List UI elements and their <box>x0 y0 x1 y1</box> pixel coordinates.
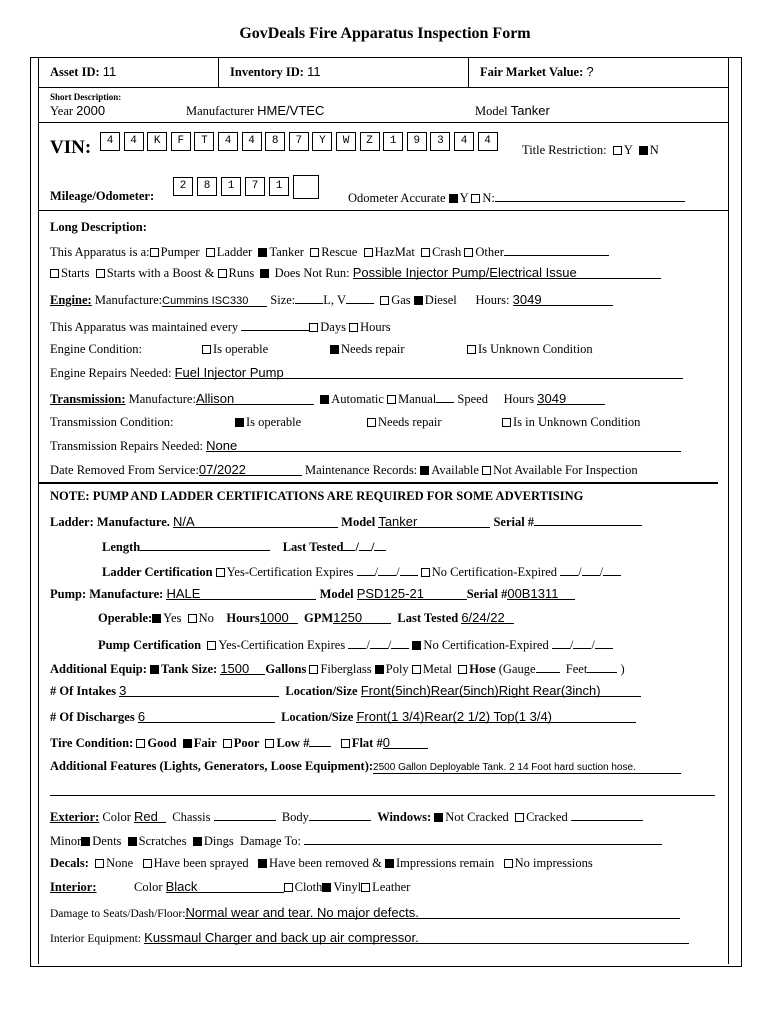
scratches-checkbox[interactable] <box>128 837 137 846</box>
vin-char-box[interactable]: Z <box>360 132 380 151</box>
mileage-label: Mileage/Odometer: <box>50 189 155 203</box>
interior-equipment[interactable]: Kussmaul Charger and back up air compressor. <box>144 931 689 944</box>
decals-none-checkbox[interactable] <box>95 859 104 868</box>
pump-gpm[interactable]: 1250 <box>333 611 391 624</box>
engine-operable: Is operable <box>202 342 268 356</box>
vin-char-box[interactable]: T <box>194 132 214 151</box>
tire-flat-checkbox[interactable] <box>341 739 350 748</box>
transmission-operable: Is operable <box>235 415 301 429</box>
mileage-digit-box[interactable]: 1 <box>221 177 241 196</box>
ladder-model[interactable]: Tanker <box>378 515 490 528</box>
odometer-y-checkbox[interactable] <box>449 194 458 203</box>
pumper-checkbox[interactable] <box>150 248 159 257</box>
pump-operable-no-checkbox[interactable] <box>188 614 197 623</box>
row-divider <box>38 122 728 123</box>
additional-features-row: Additional Features (Lights, Generators, Loose Equipment):2500 Gallon Deployable Tank. 2 14 Foot hard suction hose. <box>50 759 681 774</box>
fiberglass-checkbox[interactable] <box>309 665 318 674</box>
frame-inner-left <box>38 57 39 964</box>
vin-char-box[interactable]: 8 <box>265 132 285 151</box>
engine-unknown-checkbox[interactable] <box>467 345 476 354</box>
transmission-manufacture[interactable]: Allison <box>196 392 314 405</box>
vin-char-box[interactable]: W <box>336 132 356 151</box>
tire-low-checkbox[interactable] <box>265 739 274 748</box>
apparatus-type-row: This Apparatus is a: Pumper Ladder Tanker Rescue HazMat Crash Other <box>50 243 609 259</box>
pump-cert-yes-checkbox[interactable] <box>207 641 216 650</box>
date-removed[interactable]: 07/2022 <box>199 463 302 476</box>
tank-checkbox[interactable] <box>150 665 159 674</box>
engine-repairs-needed[interactable]: Fuel Injector Pump <box>175 366 683 379</box>
poly-checkbox[interactable] <box>375 665 384 674</box>
vinyl-checkbox[interactable] <box>322 883 331 892</box>
vin-char-box[interactable]: 7 <box>289 132 309 151</box>
leather-checkbox[interactable] <box>361 883 370 892</box>
fair-market-value: Fair Market Value: ? <box>480 64 594 79</box>
mileage-digit-box[interactable]: 7 <box>245 177 265 196</box>
odometer-n-checkbox[interactable] <box>471 194 480 203</box>
title-restriction-y-checkbox[interactable] <box>613 146 622 155</box>
hazmat-checkbox[interactable] <box>364 248 373 257</box>
intakes-row: # Of Intakes 3 Location/Size Front(5inch)Rear(5inch)Right Rear(3inch) <box>50 684 641 698</box>
tire-condition-row: Tire Condition: Good Fair Poor Low # Flat #0 <box>50 734 428 750</box>
interior-row: Interior: Color Black Cloth Vinyl Leather <box>50 879 411 894</box>
pump-operable-yes-checkbox[interactable] <box>152 614 161 623</box>
odometer-accurate: Odometer Accurate Y N: <box>348 189 685 205</box>
impressions-remain-checkbox[interactable] <box>385 859 394 868</box>
transmission-hours[interactable]: 3049 <box>537 392 605 405</box>
decals-sprayed-checkbox[interactable] <box>143 859 152 868</box>
transmission-operable-checkbox[interactable] <box>235 418 244 427</box>
hours-checkbox[interactable] <box>349 323 358 332</box>
frame-inner-right <box>728 57 729 964</box>
ladder-checkbox[interactable] <box>206 248 215 257</box>
tank-size[interactable]: 1500 <box>220 662 265 675</box>
discharges-count[interactable]: 6 <box>138 710 275 723</box>
automatic-checkbox[interactable] <box>320 395 329 404</box>
interior-damage-row: Damage to Seats/Dash/Floor:Normal wear and tear. No major defects. <box>50 906 680 921</box>
model-field: Model Tanker <box>475 103 550 118</box>
ladder-manufacture[interactable]: N/A <box>173 515 338 528</box>
intakes-location[interactable]: Front(5inch)Rear(5inch)Right Rear(3inch) <box>361 684 641 697</box>
short-description-label: Short Description: <box>50 92 122 102</box>
asset-id: Asset ID: 11 <box>50 64 117 79</box>
not-run-checkbox[interactable] <box>260 269 269 278</box>
runs-checkbox[interactable] <box>218 269 227 278</box>
date-removed-row: Date Removed From Service:07/2022 Maintenance Records: Available Not Available For Inspection <box>50 462 638 477</box>
tanker-checkbox[interactable] <box>258 248 267 257</box>
col-divider <box>218 57 219 87</box>
records-not-available-checkbox[interactable] <box>482 466 491 475</box>
pump-cert-row: Pump Certification Yes-Certification Expires / / No Certification-Expired / / <box>98 636 613 652</box>
vin-char-box[interactable]: 4 <box>124 132 144 151</box>
other-checkbox[interactable] <box>464 248 473 257</box>
discharges-location[interactable]: Front(1 3/4)Rear(2 1/2) Top(1 3/4) <box>356 710 636 723</box>
long-description-label: Long Description: <box>50 220 147 234</box>
pump-row: Pump: Manufacture: HALE Model PSD125-21 Serial #00B1311 <box>50 587 575 601</box>
ladder-cert-no-checkbox[interactable] <box>421 568 430 577</box>
not-cracked-checkbox[interactable] <box>434 813 443 822</box>
mileage-digit-box[interactable]: 1 <box>269 177 289 196</box>
additional-equip-row: Additional Equip: Tank Size: 1500 Gallons Fiberglass Poly Metal Hose (Gauge Feet ) <box>50 661 625 676</box>
ladder-cert-yes-checkbox[interactable] <box>216 568 225 577</box>
dents-checkbox[interactable] <box>81 837 90 846</box>
ladder-length-row: Length Last Tested / / <box>102 538 386 554</box>
starts-checkbox[interactable] <box>50 269 59 278</box>
title-restriction: Title Restriction: Y N <box>522 143 659 157</box>
vin-char-box[interactable]: 1 <box>383 132 403 151</box>
tire-fair-checkbox[interactable] <box>183 739 192 748</box>
exterior-row: Exterior: Color Red Chassis Body Windows: Not Cracked Cracked <box>50 808 643 824</box>
cracked-checkbox[interactable] <box>515 813 524 822</box>
tire-flat-count[interactable]: 0 <box>383 736 428 749</box>
days-checkbox[interactable] <box>309 323 318 332</box>
mileage-digit-box[interactable] <box>293 175 319 199</box>
certification-note: NOTE: PUMP AND LADDER CERTIFICATIONS ARE REQUIRED FOR SOME ADVERTISING <box>50 489 584 503</box>
additional-features[interactable]: 2500 Gallon Deployable Tank. 2 14 Foot hard suction hose. <box>373 761 681 774</box>
title-restriction-n-checkbox[interactable] <box>639 146 648 155</box>
engine-unknown: Is Unknown Condition <box>467 342 593 356</box>
transmission-unknown: Is in Unknown Condition <box>502 415 640 429</box>
engine-needs-repair-checkbox[interactable] <box>330 345 339 354</box>
blank-line <box>50 795 715 796</box>
interior-color[interactable]: Black <box>166 880 284 893</box>
engine-condition-label: Engine Condition: <box>50 342 143 356</box>
vin-char-box[interactable]: 4 <box>242 132 262 151</box>
intakes-count[interactable]: 3 <box>119 684 279 697</box>
pump-last-tested[interactable]: 6/24/22 <box>461 611 514 624</box>
transmission-condition-label: Transmission Condition: <box>50 415 174 429</box>
vin-char-box[interactable]: 4 <box>478 132 498 151</box>
year-field: Year 2000 <box>50 103 106 118</box>
manual-checkbox[interactable] <box>387 395 396 404</box>
vin-char-box[interactable]: 9 <box>407 132 427 151</box>
interior-equipment-row: Interior Equipment: Kussmaul Charger and back up air compressor. <box>50 931 689 946</box>
manufacturer-field: Manufacturer HME/VTEC <box>186 103 325 118</box>
vin-char-box[interactable]: 4 <box>218 132 238 151</box>
transmission-unknown-checkbox[interactable] <box>502 418 511 427</box>
transmission-needs-repair: Needs repair <box>367 415 442 429</box>
engine-manufacture[interactable]: Cummins ISC330 <box>162 294 267 307</box>
inventory-id: Inventory ID: 11 <box>230 64 321 79</box>
row-divider <box>38 210 728 211</box>
vin-char-box[interactable]: K <box>147 132 167 151</box>
row-divider <box>38 87 728 88</box>
form-title: GovDeals Fire Apparatus Inspection Form <box>239 25 531 42</box>
gas-checkbox[interactable] <box>380 296 389 305</box>
transmission-row: Transmission: Manufacture:Allison Automatic Manual Speed Hours 3049 <box>50 390 605 406</box>
pump-hours[interactable]: 1000 <box>260 611 298 624</box>
hose-checkbox[interactable] <box>458 665 467 674</box>
engine-repairs-row: Engine Repairs Needed: Fuel Injector Pump <box>50 366 683 380</box>
exterior-color[interactable]: Red <box>134 810 166 823</box>
vin-char-box[interactable]: 3 <box>430 132 450 151</box>
interior-damage[interactable]: Normal wear and tear. No major defects. <box>185 906 680 919</box>
dings-checkbox[interactable] <box>193 837 202 846</box>
decals-row: Decals: None Have been sprayed Have been removed & Impressions remain No impressions <box>50 856 593 870</box>
maintenance-row: This Apparatus was maintained every Days Hours <box>50 320 391 334</box>
tire-poor-checkbox[interactable] <box>223 739 232 748</box>
diesel-checkbox[interactable] <box>414 296 423 305</box>
pump-manufacture[interactable]: HALE <box>166 587 316 600</box>
section-divider <box>38 482 718 484</box>
ladder-row: Ladder: Manufacture. N/A Model Tanker Serial # <box>50 513 642 529</box>
vin-label: VIN: <box>50 137 92 158</box>
engine-hours[interactable]: 3049 <box>513 293 613 306</box>
vin-char-box[interactable]: F <box>171 132 191 151</box>
vin-char-box[interactable]: 4 <box>454 132 474 151</box>
mileage-digit-box[interactable]: 8 <box>197 177 217 196</box>
engine-operable-checkbox[interactable] <box>202 345 211 354</box>
metal-checkbox[interactable] <box>412 665 421 674</box>
transmission-needs-repair-checkbox[interactable] <box>367 418 376 427</box>
engine-needs-repair: Needs repair <box>330 342 405 356</box>
transmission-repairs-needed[interactable]: None <box>206 439 681 452</box>
discharges-row: # Of Discharges 6 Location/Size Front(1 3/4)Rear(2 1/2) Top(1 3/4) <box>50 710 636 724</box>
exterior-damage-row: Minor Dents Scratches Dings Damage To: <box>50 832 662 848</box>
cloth-checkbox[interactable] <box>284 883 293 892</box>
pump-serial[interactable]: 00B1311 <box>507 587 575 600</box>
boost-checkbox[interactable] <box>96 269 105 278</box>
not-run-reason[interactable]: Possible Injector Pump/Electrical Issue <box>353 266 661 279</box>
transmission-repairs-row: Transmission Repairs Needed: None <box>50 439 681 453</box>
engine-row: Engine: Manufacture:Cummins ISC330 Size: L, V Gas Diesel Hours: 3049 <box>50 291 613 307</box>
tire-good-checkbox[interactable] <box>136 739 145 748</box>
no-impressions-checkbox[interactable] <box>504 859 513 868</box>
crash-checkbox[interactable] <box>421 248 430 257</box>
run-status-row: Starts Starts with a Boost & Runs Does Not Run: Possible Injector Pump/Electrical Issue <box>50 266 661 280</box>
vin-char-box[interactable]: 4 <box>100 132 120 151</box>
pump-model[interactable]: PSD125-21 <box>357 587 467 600</box>
pump-cert-no-checkbox[interactable] <box>412 641 421 650</box>
pump-operable-row: Operable: Yes No Hours1000 GPM1250 Last Tested 6/24/22 <box>98 611 514 625</box>
mileage-digit-box[interactable]: 2 <box>173 177 193 196</box>
decals-removed-checkbox[interactable] <box>258 859 267 868</box>
vin-char-box[interactable]: Y <box>312 132 332 151</box>
rescue-checkbox[interactable] <box>310 248 319 257</box>
ladder-cert-row: Ladder Certification Yes-Certification Expires / / No Certification-Expired / / <box>102 563 621 579</box>
records-available-checkbox[interactable] <box>420 466 429 475</box>
col-divider <box>468 57 469 87</box>
